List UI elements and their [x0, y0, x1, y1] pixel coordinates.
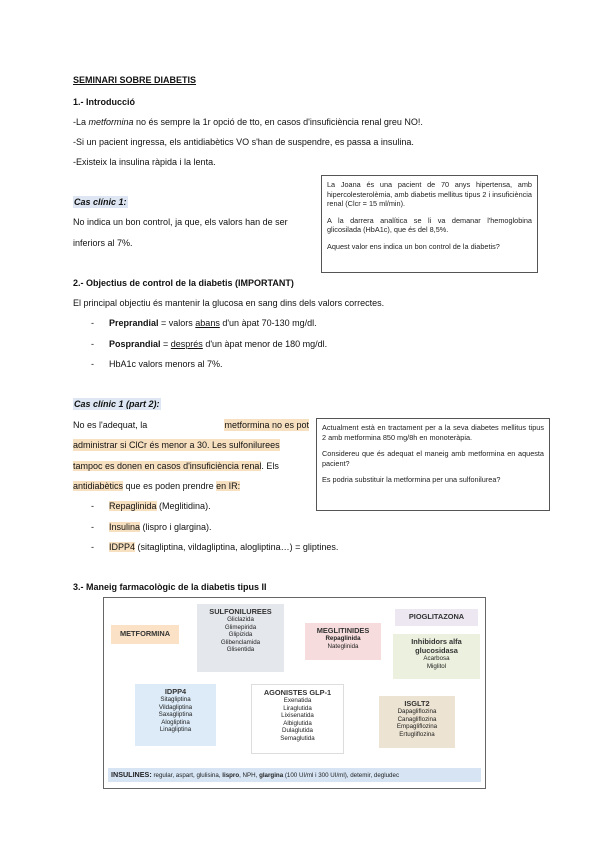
meglitinides-box: [305, 623, 381, 660]
meglitinide-item: Nateglinida: [327, 642, 359, 650]
insulina-highlight: Insulina: [109, 522, 141, 532]
case-1-heading: Cas clínic 1:: [74, 197, 127, 207]
preprandial-label: Preprandial: [109, 318, 159, 328]
case-2-line-4-highlight: antidiabètics: [73, 481, 124, 491]
sulfonilurees-box: [197, 604, 284, 672]
insulines-lispro: lispro: [222, 772, 240, 779]
isglt2-item: Canagliflozina: [397, 715, 437, 723]
glp1-title: AGONISTES GLP-1: [263, 688, 332, 697]
case-1-box-paragraph-2: A la darrera analítica se li va demanar l'hemoglobina glicosilada (HbA1c), que és del 8,5%.: [327, 215, 532, 234]
intro-line-1-pre: -La: [73, 117, 89, 127]
section-2-heading: 2.- Objectius de control de la diabetis (IMPORTANT): [73, 278, 294, 288]
idpp4-item: Sitagliptina: [160, 696, 191, 703]
insulines-glargina: glargina: [259, 772, 284, 779]
pioglitazona-title: PIOGLITAZONA: [408, 612, 465, 621]
case-2-box-paragraph-1: Actualment està en tractament per a la seva diabetes mellitus tipus 2 amb metformina 850 mg/8h en monoteràpia.: [322, 423, 544, 442]
posprandial-post: d'un àpat menor de 180 mg/dl.: [202, 339, 328, 349]
case-2-line-3-highlight: tampoc es donen en casos d'insuficiència renal: [73, 461, 262, 471]
idpp4-item: Vildagliptina: [158, 703, 193, 711]
meglitinides-title: MEGLITINIDES: [316, 626, 370, 635]
case-2-line-4-mid: que es poden prendre: [123, 481, 217, 491]
case-2-line-3-post: . Els: [261, 461, 279, 471]
document-title: SEMINARI SOBRE DIABETIS: [73, 75, 197, 85]
alfa-glucosidasa-item: Acarbosa: [423, 655, 450, 662]
case-2-line-2: administrar si ClCr és menor a 30. Les sulfonilurees: [73, 440, 280, 450]
intro-line-1: [73, 116, 423, 128]
intro-line-3: -Existeix la insulina ràpida i la lenta.: [73, 157, 216, 167]
insulines-bar: [108, 768, 481, 782]
glp1-item: Exenatida: [283, 697, 312, 704]
section-2-intro: El principal objectiu és mantenir la glucosa en sang dins dels valors correctes.: [73, 298, 385, 308]
bullet-dash: -: [91, 522, 94, 532]
case-2-line-1-b: metformina no es pot: [224, 420, 309, 430]
case-2-statement-box: [316, 418, 550, 511]
sulfonilurea-item: Glibenclamida: [220, 638, 261, 646]
case-1-box-paragraph-3: Aquest valor ens indica un bon control de la diabetis?: [327, 241, 500, 251]
case-2-line-4: [73, 480, 240, 492]
bullet-repaglinida: [109, 500, 211, 512]
insulina-post: (lispro i glargina).: [140, 522, 212, 532]
case-2-line-3: [73, 460, 279, 472]
bullet-idpp4: [109, 541, 338, 553]
bullet-insulina: [109, 521, 212, 533]
isglt2-item: Empagliflozina: [396, 723, 438, 731]
idpp4-item: Saxagliptina: [158, 711, 193, 719]
alfa-glucosidasa-title-1: Inhibidors alfa: [411, 637, 462, 646]
bullet-posprandial: [109, 338, 327, 350]
case-2-line-4-highlight-2: en IR:: [216, 481, 241, 491]
idpp4-highlight: IDPP4: [109, 542, 136, 552]
bullet-preprandial: [109, 317, 317, 329]
section-1-heading: 1.- Introducció: [73, 97, 136, 107]
intro-line-2: -Si un pacient ingressa, els antidiabètics VO s'han de suspendre, es passa a insulina.: [73, 137, 414, 147]
idpp4-title: IDPP4: [164, 687, 187, 696]
bullet-dash: -: [91, 318, 94, 328]
sulfonilurea-item: Gliclazida: [227, 616, 254, 623]
insulines-text-a: regular, aspart, glulisina,: [151, 772, 223, 779]
preprandial-pre: = valors: [158, 318, 196, 328]
metformina-box: [111, 625, 179, 644]
pioglitazona-box: [395, 609, 478, 626]
case-1-answer-line-2: inferiors al 7%.: [73, 238, 133, 248]
insulines-label: INSULINES:: [111, 770, 152, 779]
posprandial-underlined: després: [170, 339, 203, 349]
case-2-box-paragraph-2: Considereu que és adequat el maneig amb metformina en aquesta pacient?: [322, 449, 544, 468]
insulines-text-c: , NPH,: [239, 772, 260, 779]
case-1-part-2-heading: Cas clínic 1 (part 2):: [74, 399, 160, 409]
meglitinide-item: Repaglinida: [325, 635, 361, 642]
glp1-item: Liraglutida: [283, 704, 312, 712]
idpp4-box: [135, 684, 216, 746]
case-1-statement-box: [321, 175, 538, 273]
metformina-title: METFORMINA: [119, 629, 171, 638]
case-2-line-1: [73, 419, 309, 431]
bullet-hba1c: HbA1c valors menors al 7%.: [109, 359, 223, 369]
isglt2-item: Dapagliflozina: [397, 708, 437, 715]
glp1-item: Albiglutida: [283, 719, 312, 727]
alfa-glucosidasa-box: [393, 634, 480, 679]
sulfonilurees-title: SULFONILUREES: [209, 607, 272, 616]
case-1-answer-line-1: No indica un bon control, ja que, els valors han de ser: [73, 217, 288, 227]
preprandial-underlined: abans: [195, 318, 220, 328]
idpp4-item: Linagliptina: [159, 726, 192, 734]
preprandial-post: d'un àpat 70-130 mg/dl.: [219, 318, 317, 328]
bullet-dash: -: [91, 542, 94, 552]
idpp4-post: (sitagliptina, vildagliptina, alogliptina…) = gliptines.: [135, 542, 339, 552]
case-2-line-1-a: No es l'adequat, la: [73, 420, 148, 430]
diabetes-treatment-diagram: [103, 597, 486, 789]
repaglinida-post: (Meglitidina).: [156, 501, 211, 511]
bullet-dash: -: [91, 359, 94, 369]
insulines-text-e: (100 UI/ml i 300 UI/ml), detemir, degludec: [283, 772, 400, 779]
bullet-dash: -: [91, 339, 94, 349]
sulfonilurea-item: Glimepirida: [224, 623, 257, 631]
section-3-heading: 3.- Maneig farmacològic de la diabetis tipus II: [73, 582, 267, 592]
alfa-glucosidasa-item: Miglitol: [426, 662, 447, 670]
sulfonilurea-item: Glipizida: [228, 631, 253, 639]
alfa-glucosidasa-title-2: glucosidasa: [415, 646, 458, 655]
isglt2-box: [379, 696, 455, 748]
sulfonilurea-item: Glisentida: [226, 646, 255, 654]
posprandial-pre: =: [160, 339, 171, 349]
glp1-item: Lixisenatida: [281, 712, 314, 720]
glp1-box: [251, 684, 344, 754]
isglt2-item: Ertugliflozina: [399, 730, 435, 738]
repaglinida-highlight: Repaglinida: [109, 501, 157, 511]
glp1-item: Dulaglutida: [282, 727, 313, 735]
case-2-box-paragraph-3: Es podria substituir la metformina per una sulfonilurea?: [322, 475, 501, 484]
intro-line-1-post: no és sempre la 1r opció de tto, en casos d'insuficiència renal greu NO!.: [133, 117, 423, 127]
idpp4-item: Alogliptina: [161, 718, 190, 726]
bullet-dash: -: [91, 501, 94, 511]
metformina-emphasis: metformina: [88, 117, 134, 127]
case-1-box-paragraph-1: La Joana és una pacient de 70 anys hipertensa, amb hipercolesterolèmia, amb diabetis mellitus tipus 2 i insuficiència renal (Clcr = 15 ml/min).: [327, 180, 532, 208]
glp1-item: Semaglutida: [280, 734, 315, 742]
posprandial-label: Posprandial: [109, 339, 161, 349]
isglt2-title: ISGLT2: [404, 699, 430, 708]
